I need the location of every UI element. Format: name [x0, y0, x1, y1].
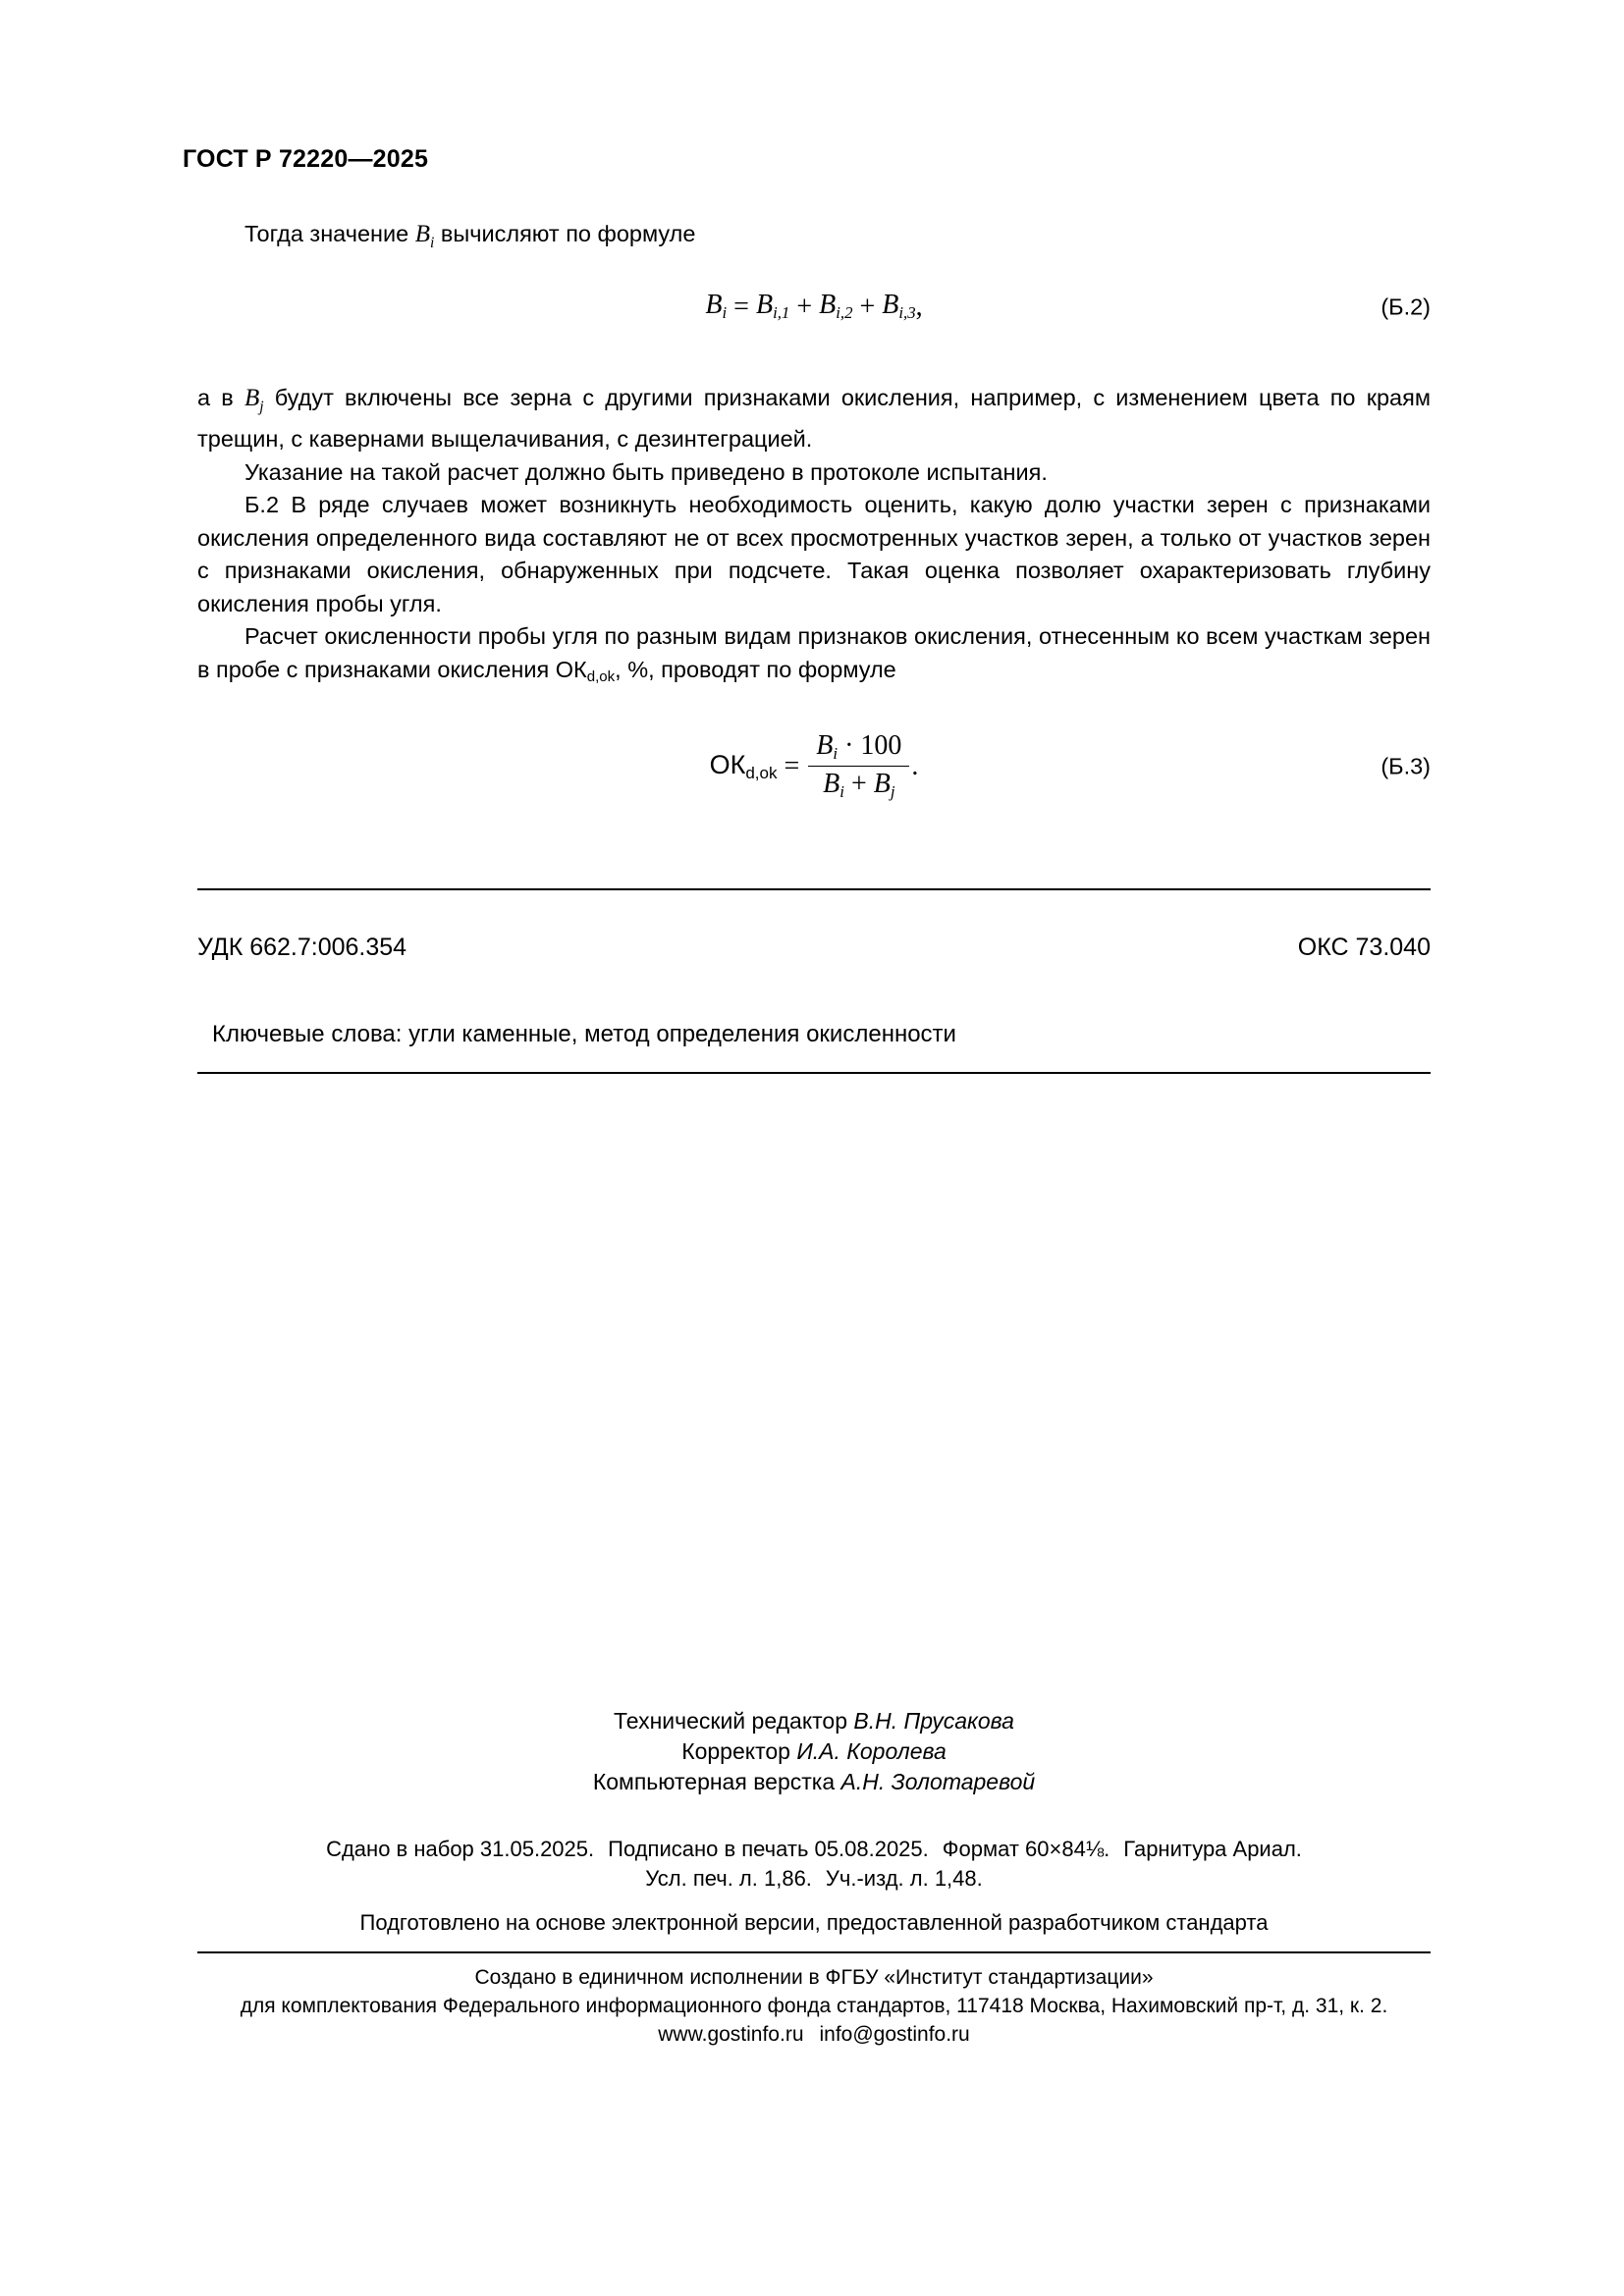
formula-b2-lhs: $B_i$ [705, 290, 728, 323]
imprint-line-2 [197, 1864, 1431, 1894]
prepared-note: Подготовлено на основе электронной версии, предоставленной разработчиком стандарта [359, 1910, 1269, 1935]
variable-b-i: $B_i$ [414, 221, 435, 251]
footer-contacts [197, 2020, 1431, 2049]
imprint-typeset: Сдано в набор 31.05.2025. [326, 1837, 595, 1861]
formula-b2-plus2: + [859, 291, 876, 322]
paragraph-after-formula-b2 [197, 382, 1431, 456]
paragraph-b2: Б.2 В ряде случаев может возникнуть необходимость оценить, какую долю участки зерен с признаками окисления определенного вида составляют не от всех просмотренных участков зерен, а только от участков зерен с признаками окисления, обнаруженных при подсчете. Такая оценка позволяет охарактеризовать глубину окисления пробы угля. [197, 492, 1431, 616]
divider-above-udk [197, 888, 1431, 890]
footer-website[interactable]: www.gostinfo.ru [658, 2023, 804, 2046]
formula-b3-lhs: $ОК_{d,ok}$ [709, 750, 778, 783]
after-b2-text-before: а в [197, 384, 244, 410]
standard-header: ГОСТ Р 72220—2025 [183, 145, 429, 173]
paragraph-calculation [197, 620, 1431, 693]
imprint-format: Формат 60×84⅛. [942, 1837, 1110, 1861]
formula-b3-numerator: $B_i \cdot 100$ [808, 730, 909, 766]
formula-b2-number: (Б.2) [1380, 294, 1431, 319]
oks-code: ОКС 73.040 [1297, 934, 1431, 961]
imprint-typeface: Гарнитура Ариал. [1123, 1837, 1302, 1861]
formula-b2-plus1: + [796, 291, 813, 322]
intro-text-before: Тогда значение [244, 221, 415, 246]
formula-b2-row [197, 260, 1431, 354]
imprint-pub-sheets: Уч.-изд. л. 1,48. [825, 1866, 983, 1891]
paragraph-protocol: Указание на такой расчет должно быть приведено в протоколе испытания. [244, 458, 1048, 485]
document-content [197, 218, 1431, 840]
formula-b2-equals: = [733, 291, 749, 322]
formula-b2-term2: $B_{i,2}$ [819, 290, 853, 323]
colophon-tech-editor: Технический редактор В.Н. Прусакова [614, 1708, 1014, 1734]
formula-b3-fraction [808, 730, 909, 801]
variable-ok-d-ok: $ОК_{d,ok}$ [555, 656, 616, 685]
after-b2-text-after: будут включены все зерна с другими признаками окисления, например, с изменением цвета по краям трещин, с кавернами выщелачивания, с дезинтеграцией. [197, 384, 1431, 452]
formula-b3-equals: = [784, 751, 800, 782]
formula-b3-row [197, 693, 1431, 840]
colophon-block [197, 1706, 1431, 1797]
formula-b2 [705, 290, 922, 323]
classification-row [197, 934, 1431, 962]
udk-code: УДК 662.7:006.354 [197, 934, 407, 961]
colophon-corrector: Корректор И.А. Королева [681, 1738, 947, 1764]
calc-text-before: Расчет окисленности пробы угля по разным видам признаков окисления, отнесенным ко всем участкам зерен в пробе с признаками окисления [197, 623, 1431, 682]
calc-text-after: , %, проводят по формуле [615, 656, 896, 682]
formula-b3-period: . [911, 751, 919, 782]
colophon-layout: Компьютерная верстка А.Н. Золотаревой [592, 1769, 1036, 1794]
divider-below-keywords [197, 1072, 1431, 1074]
imprint-line-1 [197, 1835, 1431, 1864]
corrector-name: И.А. Королева [796, 1738, 947, 1764]
footer-line-2: для комплектования Федерального информационного фонда стандартов, 117418 Москва, Нахимовский пр-т, д. 31, к. 2. [240, 1995, 1388, 2017]
footer-email[interactable]: info@gostinfo.ru [819, 2023, 970, 2046]
layout-name: А.Н. Золотаревой [840, 1769, 1036, 1794]
paragraph-intro [197, 218, 1431, 260]
variable-b-j: $B_j$ [244, 384, 264, 415]
publisher-footer [197, 1963, 1431, 2049]
imprint-block [197, 1835, 1431, 1894]
formula-b2-comma: , [915, 291, 923, 322]
keywords-line: Ключевые слова: угли каменные, метод определения окисленности [212, 1021, 956, 1047]
formula-b3-number: (Б.3) [1380, 753, 1431, 779]
divider-above-footer [197, 1951, 1431, 1953]
formula-b3 [710, 731, 919, 802]
intro-text-after: вычисляют по формуле [434, 221, 696, 246]
formula-b3-denominator: $B_i + B_j$ [823, 768, 895, 801]
imprint-print-sheets: Усл. печ. л. 1,86. [645, 1866, 812, 1891]
tech-editor-name: В.Н. Прусакова [853, 1708, 1014, 1734]
footer-line-1: Создано в единичном исполнении в ФГБУ «Институт стандартизации» [474, 1966, 1154, 1989]
formula-b2-term3: $B_{i,3}$ [882, 290, 916, 323]
imprint-signed: Подписано в печать 05.08.2025. [608, 1837, 929, 1861]
formula-b2-term1: $B_{i,1}$ [755, 290, 790, 323]
